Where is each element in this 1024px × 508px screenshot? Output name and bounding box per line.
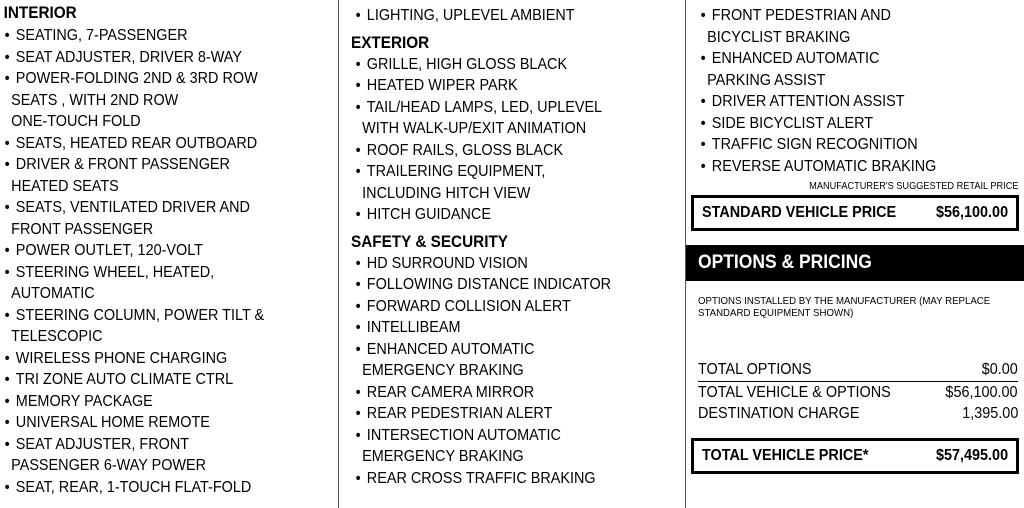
feature-text: LIGHTING, UPLEVEL AMBIENT xyxy=(366,7,575,24)
feature-text: PASSENGER 6-WAY POWER xyxy=(11,457,207,474)
bullet-icon: • xyxy=(700,136,706,153)
bullet-icon: • xyxy=(355,55,361,73)
bullet-icon: • xyxy=(4,414,10,431)
options-pricing-banner xyxy=(686,245,1024,281)
bullet-icon: • xyxy=(4,70,10,87)
bullet-icon: • xyxy=(355,469,361,487)
options-pricing-heading: OPTIONS & PRICING xyxy=(698,252,872,273)
bullet-icon: • xyxy=(355,319,361,336)
feature-text: FOLLOWING DISTANCE INDICATOR xyxy=(366,276,612,293)
feature-text: ENHANCED AUTOMATIC xyxy=(711,50,880,67)
feature-item xyxy=(0,391,314,413)
bullet-icon: • xyxy=(355,254,361,272)
feature-text: DRIVER ATTENTION ASSIST xyxy=(711,93,905,110)
feature-text: SEAT ADJUSTER, FRONT xyxy=(15,435,190,453)
standard-price-label: STANDARD VEHICLE PRICE xyxy=(702,204,897,221)
feature-item xyxy=(0,133,314,155)
feature-text: INTERSECTION AUTOMATIC xyxy=(366,426,561,444)
feature-text: TRAFFIC SIGN RECOGNITION xyxy=(711,136,918,153)
feature-list-safety xyxy=(351,253,685,490)
feature-text: SEATS , WITH 2ND ROW xyxy=(11,91,179,109)
feature-item xyxy=(351,161,662,204)
feature-text: TELESCOPIC xyxy=(11,328,103,345)
msrp-label: MANUFACTURER'S SUGGESTED RETAIL PRICE xyxy=(809,181,1019,192)
feature-text: INCLUDING HITCH VIEW xyxy=(362,184,531,202)
feature-text: HD SURROUND VISION xyxy=(366,254,528,272)
bullet-icon: • xyxy=(4,156,10,173)
standard-price-box xyxy=(691,195,1019,231)
column-exterior-safety xyxy=(338,0,685,508)
feature-text: REVERSE AUTOMATIC BRAKING xyxy=(711,157,937,175)
feature-list-safety-continued xyxy=(696,5,1024,177)
feature-text: ROOF RAILS, GLOSS BLACK xyxy=(366,141,564,159)
feature-text: ONE-TOUCH FOLD xyxy=(11,113,141,130)
feature-item xyxy=(0,25,314,47)
feature-item xyxy=(351,75,662,97)
feature-item xyxy=(351,317,662,339)
feature-text: GRILLE, HIGH GLOSS BLACK xyxy=(366,55,568,73)
feature-text: SEATS, HEATED REAR OUTBOARD xyxy=(15,134,258,152)
bullet-icon: • xyxy=(700,50,706,67)
totals-row-label: DESTINATION CHARGE xyxy=(698,405,860,422)
bullet-icon: • xyxy=(4,371,10,388)
totals-row xyxy=(698,403,1018,425)
feature-item xyxy=(351,140,662,162)
feature-item xyxy=(696,113,1001,135)
section-heading-exterior: EXTERIOR xyxy=(351,32,430,52)
bullet-icon: • xyxy=(4,392,10,410)
feature-text: EMERGENCY BRAKING xyxy=(362,448,524,465)
feature-item xyxy=(0,240,314,262)
feature-list-exterior xyxy=(351,54,685,226)
feature-text: MEMORY PACKAGE xyxy=(15,392,153,410)
totals-row-label: TOTAL VEHICLE & OPTIONS xyxy=(698,383,891,401)
bullet-icon: • xyxy=(355,77,361,94)
bullet-icon: • xyxy=(355,7,361,24)
section-heading-safety: SAFETY & SECURITY xyxy=(351,231,508,251)
feature-text: STEERING COLUMN, POWER TILT & xyxy=(15,306,265,324)
bullet-icon: • xyxy=(355,426,361,444)
feature-text: SEATING, 7-PASSENGER xyxy=(15,27,188,44)
feature-list-interior-continued xyxy=(351,5,685,27)
column-safety-pricing xyxy=(685,0,1024,508)
feature-item xyxy=(0,348,314,370)
feature-text: HEATED SEATS xyxy=(11,177,119,195)
feature-item xyxy=(696,156,1001,178)
feature-item xyxy=(696,134,1001,156)
bullet-icon: • xyxy=(700,157,706,175)
bullet-icon: • xyxy=(4,27,10,44)
feature-item xyxy=(0,47,314,69)
feature-text: SEATS, VENTILATED DRIVER AND xyxy=(15,199,250,216)
feature-item xyxy=(351,97,662,140)
bullet-icon: • xyxy=(4,48,10,66)
feature-text: HITCH GUIDANCE xyxy=(366,206,491,223)
feature-item xyxy=(351,403,662,425)
feature-item xyxy=(0,369,314,391)
feature-item xyxy=(0,434,314,477)
feature-item xyxy=(0,154,314,197)
bullet-icon: • xyxy=(355,383,361,401)
bullet-icon: • xyxy=(355,98,361,116)
bullet-icon: • xyxy=(355,297,361,315)
bullet-icon: • xyxy=(355,405,361,422)
feature-item xyxy=(351,468,662,490)
feature-text: AUTOMATIC xyxy=(11,285,95,302)
feature-text: POWER-FOLDING 2ND & 3RD ROW xyxy=(15,70,258,87)
feature-text: EMERGENCY BRAKING xyxy=(362,362,524,379)
totals-row-value: $56,100.00 xyxy=(945,383,1018,401)
feature-item xyxy=(351,54,662,76)
feature-text: DRIVER & FRONT PASSENGER xyxy=(15,156,230,173)
feature-item xyxy=(0,197,314,240)
options-note: OPTIONS INSTALLED BY THE MANUFACTURER (MAY REPLACE STANDARD EQUIPMENT SHOWN) xyxy=(698,295,991,319)
feature-item xyxy=(0,262,314,305)
total-price-box xyxy=(691,438,1019,474)
feature-item xyxy=(351,5,662,27)
feature-item xyxy=(0,305,314,348)
bullet-icon: • xyxy=(4,199,10,216)
feature-item xyxy=(696,5,1001,48)
feature-item xyxy=(0,68,314,133)
bullet-icon: • xyxy=(355,276,361,293)
standard-price-value: $56,100.00 xyxy=(935,204,1008,221)
totals-row-value: 1,395.00 xyxy=(961,405,1018,422)
bullet-icon: • xyxy=(4,478,10,496)
totals-row-label: TOTAL OPTIONS xyxy=(698,361,812,378)
feature-item xyxy=(351,382,662,404)
totals-row-value: $0.00 xyxy=(981,361,1018,378)
column-interior xyxy=(0,0,338,498)
feature-text: TRAILERING EQUIPMENT, xyxy=(366,163,546,180)
feature-text: HEATED WIPER PARK xyxy=(366,77,518,94)
bullet-icon: • xyxy=(4,306,10,324)
total-price-label: TOTAL VEHICLE PRICE* xyxy=(702,446,869,464)
feature-item xyxy=(351,296,662,318)
feature-text: BICYCLIST BRAKING xyxy=(707,28,851,46)
feature-text: POWER OUTLET, 120-VOLT xyxy=(15,242,203,259)
bullet-icon: • xyxy=(4,349,10,367)
feature-item xyxy=(351,274,662,296)
feature-text: SEAT, REAR, 1-TOUCH FLAT-FOLD xyxy=(15,478,252,496)
section-heading-interior: INTERIOR xyxy=(3,3,77,22)
feature-text: WIRELESS PHONE CHARGING xyxy=(15,349,228,367)
totals-row xyxy=(698,382,1018,404)
feature-text: SIDE BICYCLIST ALERT xyxy=(711,114,874,132)
feature-item xyxy=(0,412,314,434)
total-price-value: $57,495.00 xyxy=(935,446,1008,464)
feature-item xyxy=(351,425,662,468)
feature-text: STEERING WHEEL, HEATED, xyxy=(15,263,215,281)
feature-text: ENHANCED AUTOMATIC xyxy=(366,340,535,358)
bullet-icon: • xyxy=(4,242,10,259)
bullet-icon: • xyxy=(700,93,706,110)
feature-text: FRONT PEDESTRIAN AND xyxy=(711,7,891,24)
totals-table xyxy=(698,359,1018,425)
feature-text: UNIVERSAL HOME REMOTE xyxy=(15,414,210,431)
bullet-icon: • xyxy=(4,435,10,453)
feature-text: REAR CROSS TRAFFIC BRAKING xyxy=(366,469,596,487)
totals-row xyxy=(698,359,1018,382)
feature-item xyxy=(351,204,662,226)
feature-item xyxy=(351,339,662,382)
feature-text: TAIL/HEAD LAMPS, LED, UPLEVEL xyxy=(366,98,603,116)
feature-text: INTELLIBEAM xyxy=(366,319,461,336)
bullet-icon: • xyxy=(4,263,10,281)
feature-text: PARKING ASSIST xyxy=(707,71,826,89)
feature-item xyxy=(696,91,1001,113)
bullet-icon: • xyxy=(355,206,361,223)
bullet-icon: • xyxy=(355,141,361,159)
bullet-icon: • xyxy=(700,7,706,24)
feature-text: TRI ZONE AUTO CLIMATE CTRL xyxy=(15,371,234,388)
feature-text: FORWARD COLLISION ALERT xyxy=(366,297,571,315)
feature-list-interior xyxy=(0,25,338,498)
feature-item xyxy=(0,477,314,499)
feature-item xyxy=(351,253,662,275)
feature-text: SEAT ADJUSTER, DRIVER 8-WAY xyxy=(15,48,242,66)
feature-text: REAR CAMERA MIRROR xyxy=(366,383,535,401)
bullet-icon: • xyxy=(355,163,361,180)
feature-text: FRONT PASSENGER xyxy=(11,220,154,238)
feature-text: WITH WALK-UP/EXIT ANIMATION xyxy=(362,120,587,137)
bullet-icon: • xyxy=(700,114,706,132)
feature-text: REAR PEDESTRIAN ALERT xyxy=(366,405,553,422)
bullet-icon: • xyxy=(4,134,10,152)
bullet-icon: • xyxy=(355,340,361,358)
feature-item xyxy=(696,48,1001,91)
